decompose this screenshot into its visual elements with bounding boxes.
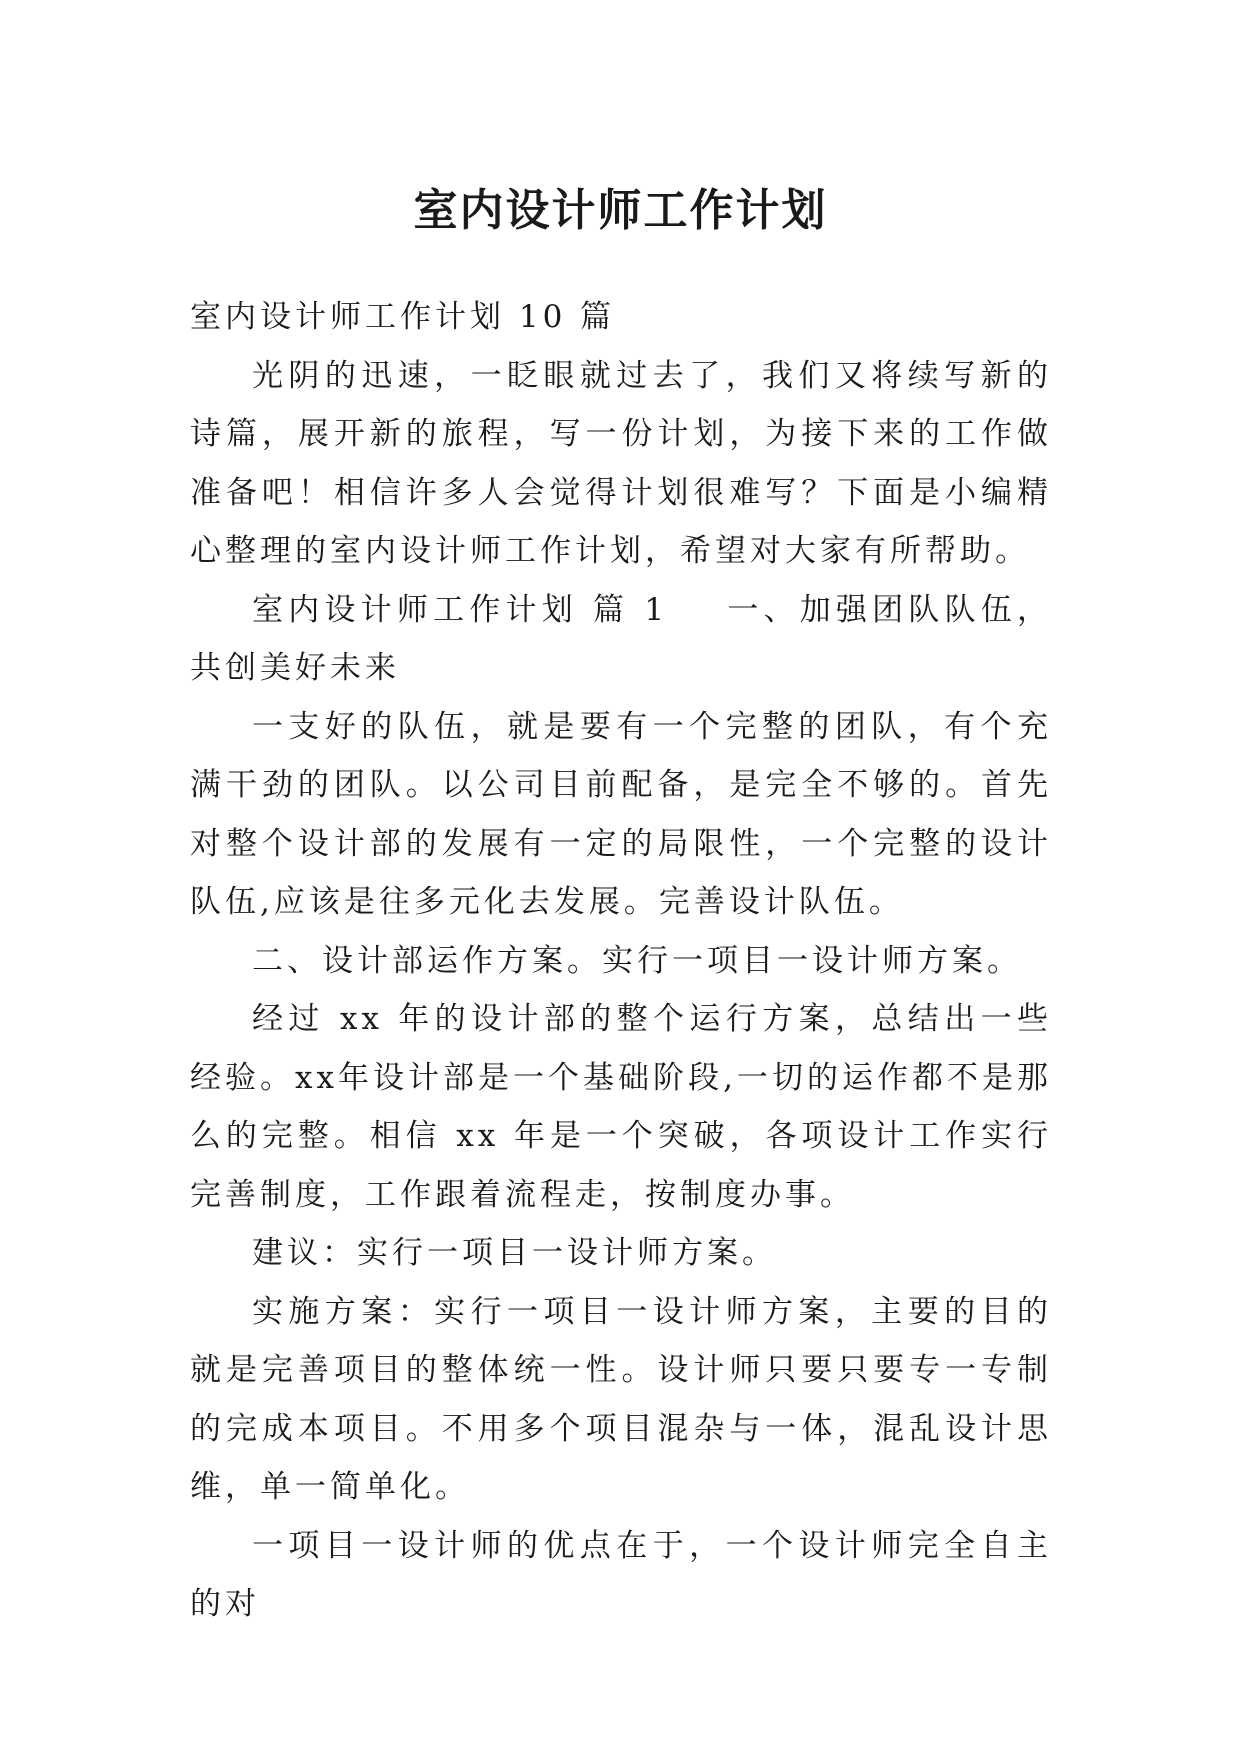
advantage-paragraph: 一项目一设计师的优点在于，一个设计师完全自主的对	[190, 1527, 1052, 1622]
document-title: 室内设计师工作计划	[413, 185, 828, 237]
intro-paragraph: 光阴的迅速，一眨眼就过去了，我们又将续写新的诗篇，展开新的旅程，写一份计划，为接下来的工作做准备吧！相信许多人会觉得计划很难写？下面是小编精心整理的室内设计师工作计划，希望对大家有所帮助。	[190, 357, 1052, 569]
suggestion-paragraph: 建议：实行一项目一设计师方案。	[252, 1235, 777, 1271]
document-body	[190, 288, 1052, 1634]
document-subtitle: 室内设计师工作计划 10 篇	[190, 299, 616, 335]
section-label: 室内设计师工作计划 篇 1	[252, 591, 669, 628]
section-heading	[190, 581, 1052, 698]
section-first-point: 一、加强团队队伍，共创美好未来	[190, 591, 1053, 686]
implementation-paragraph: 实施方案：实行一项目一设计师方案，主要的目的就是完善项目的整体统一性。设计师只要只要专一专制的完成本项目。不用多个项目混杂与一体，混乱设计思维，单一简单化。	[190, 1293, 1052, 1505]
operation-heading: 二、设计部运作方案。实行一项目一设计师方案。	[252, 942, 1022, 979]
team-paragraph: 一支好的队伍，就是要有一个完整的团队，有个充满干劲的团队。以公司目前配备，是完全不够的。首先对整个设计部的发展有一定的局限性，一个完整的设计队伍,应该是往多元化去发展。完善设计队伍。	[190, 708, 1052, 920]
experience-paragraph: 经过 xx 年的设计部的整个运行方案，总结出一些经验。xx年设计部是一个基础阶段,一切的运作都不是那么的完整。相信 xx 年是一个突破，各项设计工作实行完善制度，工作跟着流程走，按制度办事。	[190, 1001, 1052, 1213]
